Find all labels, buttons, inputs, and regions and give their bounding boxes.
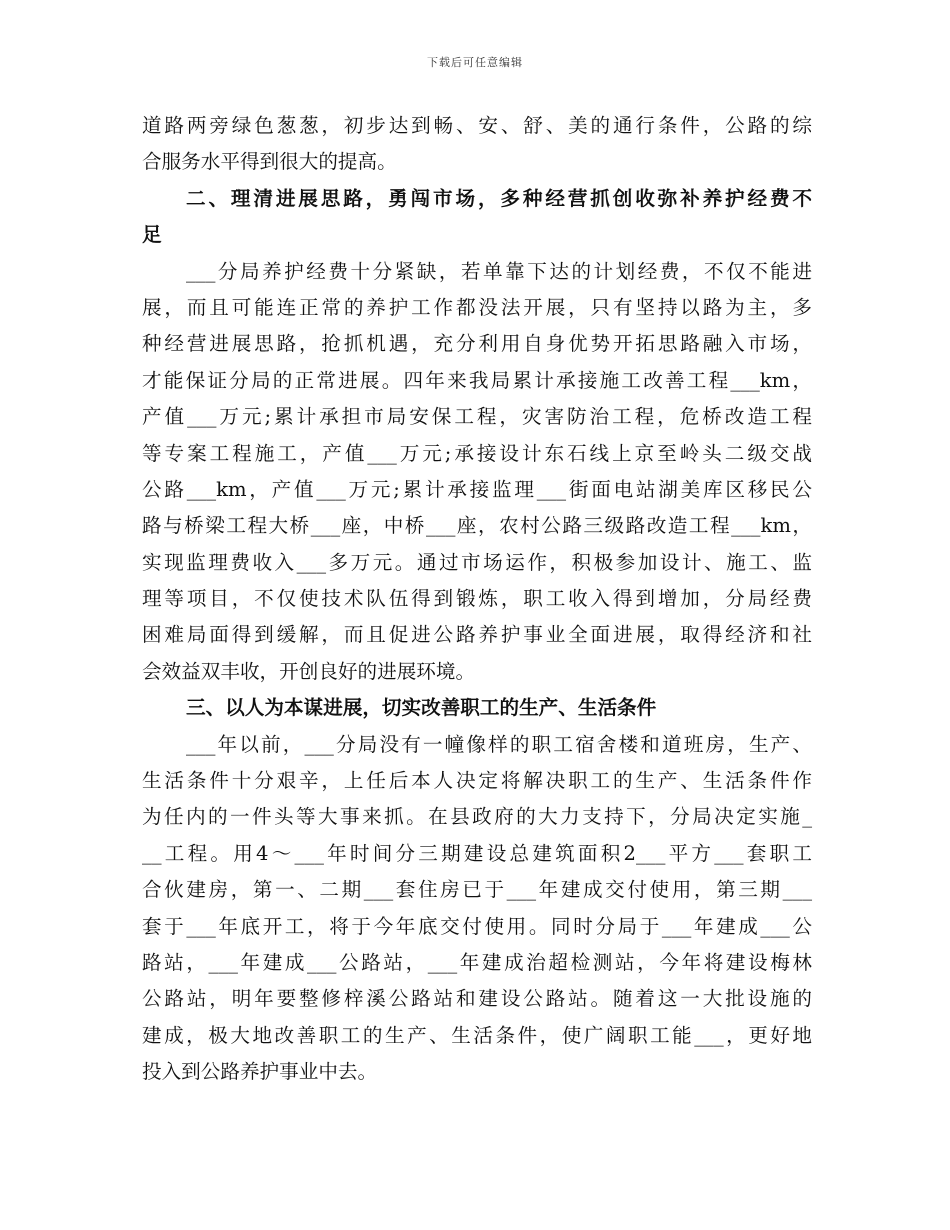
paragraph-line: __工程。用4～___年时间分三期建设总建筑面积2___平方___套职工 <box>142 841 812 865</box>
paragraph-line: 路站，___年建成___公路站，___年建成治超检测站，今年将建设梅林 <box>142 950 812 974</box>
paragraph-line: 等专案工程施工，产值___万元;承接设计东石线上京至岭头二级交战 <box>142 441 812 465</box>
paragraph-line: 困难局面得到缓解，而且促进公路养护事业全面进展，取得经济和社 <box>142 623 812 647</box>
page-header: 下载后可任意编辑 <box>427 56 523 69</box>
paragraph-line: 会效益双丰收，开创良好的进展环境。 <box>142 659 476 683</box>
paragraph-line: 为任内的一件头等大事来抓。在县政府的大力支持下，分局决定实施_ <box>142 805 812 829</box>
paragraph-line: 套于___年底开工，将于今年底交付使用。同时分局于___年建成___公 <box>142 914 812 938</box>
paragraph-line: 生活条件十分艰辛，上任后本人决定将解决职工的生产、生活条件作 <box>142 769 812 793</box>
paragraph-line: 种经营进展思路，抢抓机遇，充分利用自身优势开拓思路融入市场， <box>142 332 812 356</box>
section-heading-line: 足 <box>142 223 162 247</box>
paragraph-line: 投入到公路养护事业中去。 <box>142 1060 378 1084</box>
paragraph-line: 道路两旁绿色葱葱，初步达到畅、安、舒、美的通行条件，公路的综 <box>142 114 812 137</box>
paragraph-line: 公路站，明年要整修梓溪公路站和建设公路站。随着这一大批设施的 <box>142 987 812 1011</box>
paragraph-line: 才能保证分局的正常进展。四年来我局累计承接施工改善工程___km， <box>142 368 812 392</box>
paragraph-line: 理等项目，不仅使技术队伍得到锻炼，职工收入得到增加，分局经费 <box>142 587 812 611</box>
paragraph-line: 合服务水平得到很大的提高。 <box>142 150 397 174</box>
document-body <box>142 108 812 1091</box>
paragraph-line: 展，而且可能连正常的养护工作都没法开展，只有坚持以路为主，多 <box>142 295 812 319</box>
paragraph-line: 实现监理费收入___多万元。通过市场运作，积极参加设计、施工、监 <box>142 550 812 574</box>
paragraph-line: 建成，极大地改善职工的生产、生活条件，使广阔职工能___，更好地 <box>142 1023 812 1047</box>
paragraph-line: 公路___km，产值___万元;累计承接监理___街面电站湖美库区移民公 <box>142 477 812 501</box>
paragraph-line: ___分局养护经费十分紧缺，若单靠下达的计划经费，不仅不能进 <box>186 259 812 283</box>
section-heading-line: 二、理清进展思路，勇闯市场，多种经营抓创收弥补养护经费不 <box>186 186 812 210</box>
section-heading-line: 三、以人为本谋进展，切实改善职工的生产、生活条件 <box>186 696 657 720</box>
paragraph-line: 产值___万元;累计承担市局安保工程，灾害防治工程，危桥改造工程 <box>142 405 812 429</box>
paragraph-line: 路与桥梁工程大桥___座，中桥___座，农村公路三级路改造工程___km， <box>142 514 812 538</box>
paragraph-line: ___年以前，___分局没有一幢像样的职工宿舍楼和道班房，生产、 <box>186 732 812 756</box>
paragraph-line: 合伙建房，第一、二期___套住房已于___年建成交付使用，第三期___ <box>142 878 812 902</box>
